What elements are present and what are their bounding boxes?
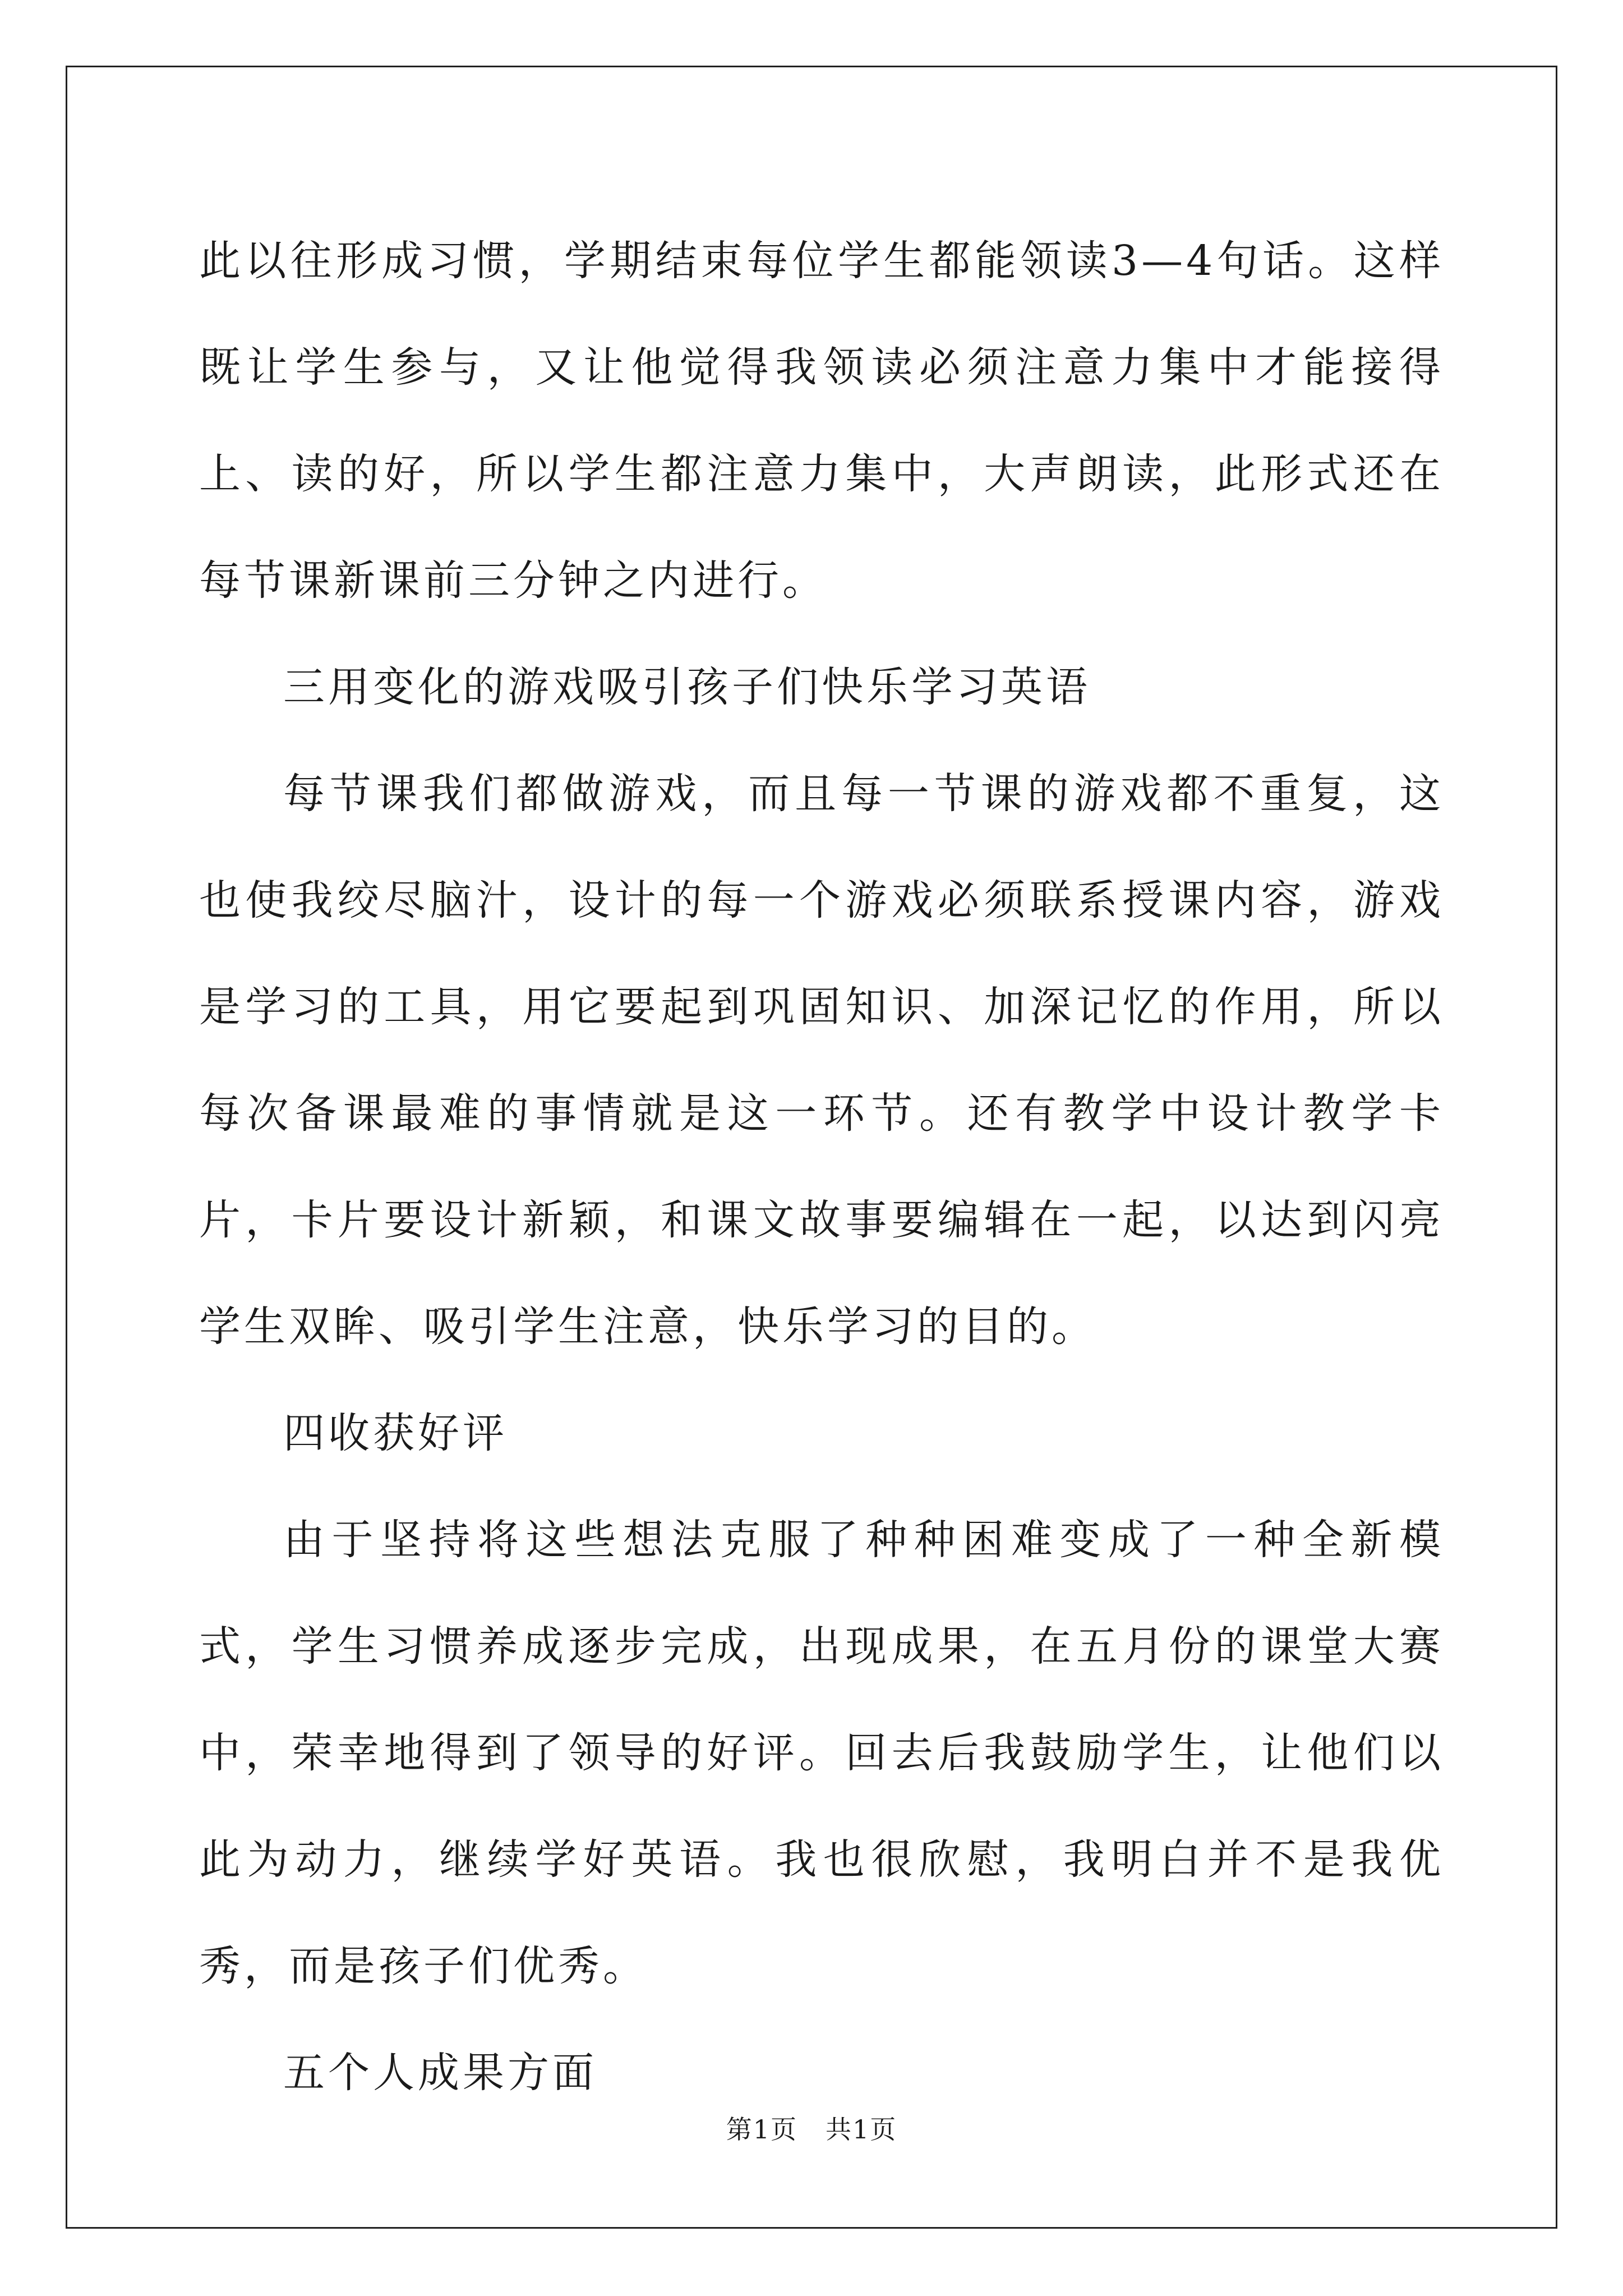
paragraph-1: 此以往形成习惯，学期结束每位学生都能领读3—4句话。这样既让学生参与，又让他觉得我领读必须注意力集中才能接得上、读的好，所以学生都注意力集中，大声朗读，此形式还在每节课新课前三分钟之内进行。: [199, 237, 1444, 605]
paragraph-games: 每节课我们都做游戏，而且每一节课的游戏都不重复，这也使我绞尽脑汁，设计的每一个游戏必须联系授课内容，游戏是学习的工具，用它要起到巩固知识、加深记忆的作用，所以每次备课最难的事情就是这一环节。还有教学中设计教学卡片，卡片要设计新颖，和课文故事要编辑在一起，以达到闪亮学生双眸、吸引学生注意，快乐学习的目的。: [199, 770, 1444, 1351]
section-heading-3: 三用变化的游戏吸引孩子们快乐学习英语: [283, 663, 1091, 711]
paragraph-praise: 由于坚持将这些想法克服了种种困难变成了一种全新模式，学生习惯养成逐步完成，出现成果，在五月份的课堂大赛中，荣幸地得到了领导的好评。回去后我鼓励学生，让他们以此为动力，继续学好英语。我也很欣慰，我明白并不是我优秀，而是孩子们优秀。: [199, 1516, 1444, 1990]
page-footer: [0, 2109, 1623, 2146]
section-heading-5: 五个人成果方面: [283, 2049, 597, 2097]
document-body: [199, 208, 1444, 2126]
page-number-current: 第1页: [726, 2114, 797, 2145]
page-number-total: 共1页: [826, 2114, 897, 2145]
section-heading-4: 四收获好评: [283, 1409, 508, 1457]
